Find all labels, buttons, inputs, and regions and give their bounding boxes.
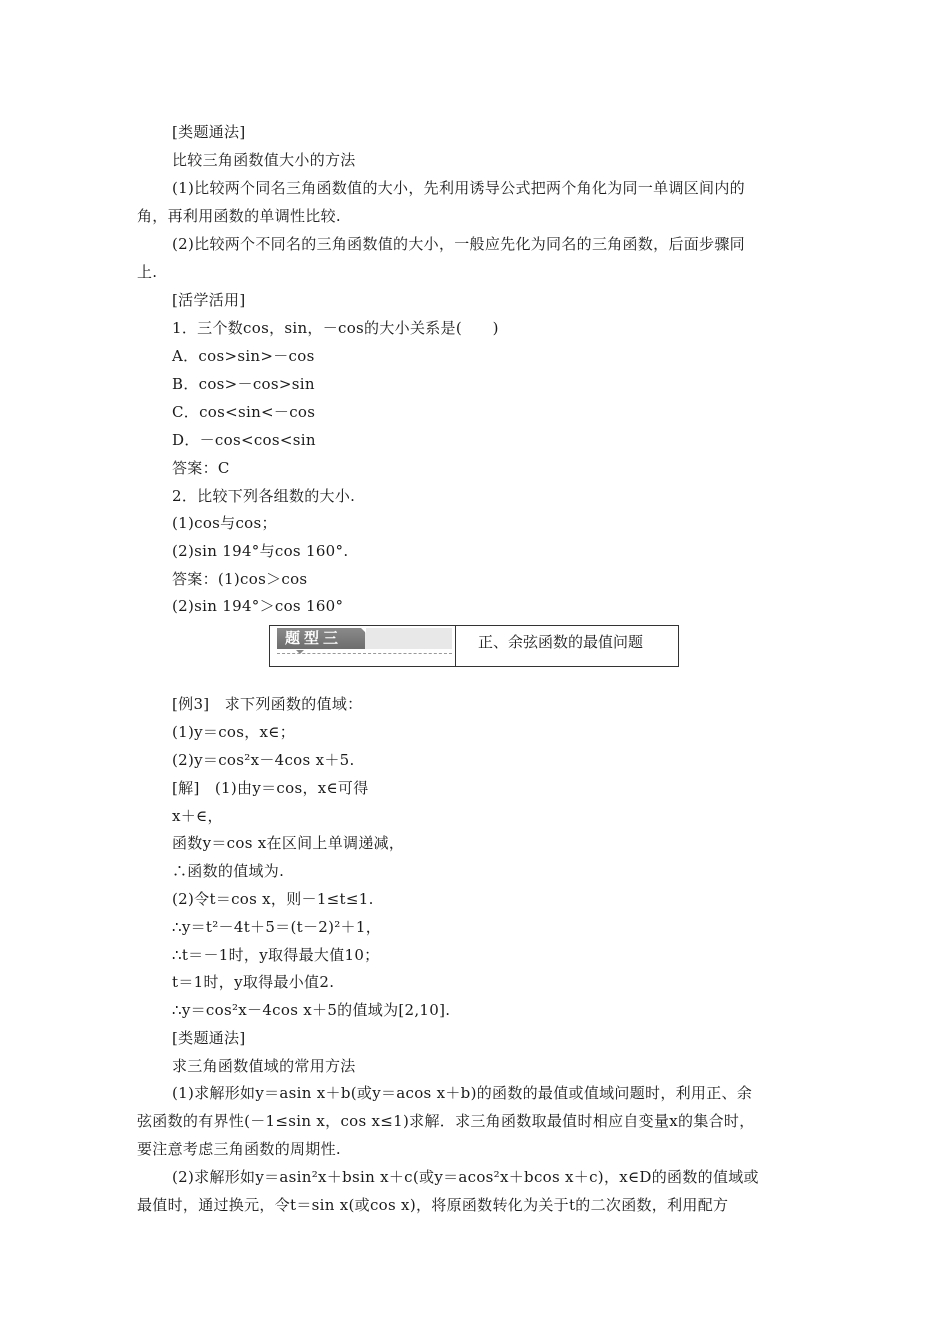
answer-1: 答案：C: [172, 459, 230, 477]
question-1: 1．三个数cos，sin，－cos的大小关系是( ): [172, 319, 499, 337]
question-2: 2．比较下列各组数的大小.: [172, 487, 356, 505]
solution-line: ∴t＝－1时，y取得最大值10；: [172, 946, 380, 964]
solution-line: ∴函数的值域为.: [172, 862, 285, 880]
banner-tag-label: 题型三: [277, 628, 365, 649]
solution-line: t＝1时，y取得最小值2.: [172, 973, 335, 991]
option-b: B．cos>－cos>sin: [172, 375, 315, 393]
paragraph-line: (1)比较两个同名三角函数值的大小，先利用诱导公式把两个角化为同一单调区间内的: [172, 179, 745, 197]
paragraph-line: (2)比较两个不同名的三角函数值的大小，一般应先化为同名的三角函数，后面步骤同: [172, 235, 745, 253]
solution-line: ∴y＝cos²x－4cos x＋5的值域为[2,10].: [172, 1001, 451, 1019]
banner-divider: [455, 626, 456, 666]
paragraph-line: 上.: [137, 263, 158, 281]
solution-line: (2)令t＝cos x，则－1≤t≤1.: [172, 890, 374, 908]
banner-title: 正、余弦函数的最值问题: [478, 633, 644, 651]
example-part-2: (2)y＝cos²x－4cos x＋5.: [172, 751, 355, 769]
example-heading: [例3] 求下列函数的值域：: [172, 695, 363, 713]
banner-tag-box: [277, 628, 452, 649]
question-2-part-2: (2)sin 194°与cos 160°.: [172, 542, 349, 560]
solution-line: x＋∈，: [172, 807, 223, 825]
paragraph-line: 最值时，通过换元，令t＝sin x(或cos x)，将原函数转化为关于t的二次函数，利用配方: [137, 1196, 729, 1214]
banner-corner-decoration: [361, 628, 366, 633]
option-a: A．cos>sin>－cos: [172, 347, 315, 365]
answer-2-part-1: 答案：(1)cos＞cos: [172, 570, 308, 588]
paragraph-line: 角，再利用函数的单调性比较.: [137, 207, 341, 225]
option-c: C．cos<sin<－cos: [172, 403, 316, 421]
section-heading: [类题通法]: [172, 123, 246, 141]
paragraph-line: 要注意考虑三角函数的周期性.: [137, 1140, 341, 1158]
paragraph-line: (2)求解形如y＝asin²x＋bsin x＋c(或y＝acos²x＋bcos x＋c)，x∈D的函数的值域或: [172, 1168, 759, 1186]
paragraph-line: 弦函数的有界性(－1≤sin x，cos x≤1)求解．求三角函数取最值时相应自变量x的集合时，: [137, 1112, 755, 1130]
question-2-part-1: (1)cos与cos；: [172, 514, 277, 532]
option-d: D．－cos<cos<sin: [172, 431, 316, 449]
example-part-1: (1)y＝cos，x∈；: [172, 723, 296, 741]
answer-2-part-2: (2)sin 194°＞cos 160°: [172, 597, 344, 615]
method-title: 求三角函数值域的常用方法: [172, 1057, 356, 1075]
solution-line: 函数y＝cos x在区间上单调递减，: [172, 834, 405, 852]
banner-notch-icon: [296, 650, 304, 654]
solution-line: ∴y＝t²－4t＋5＝(t－2)²＋1，: [172, 918, 382, 936]
topic-banner: [269, 625, 679, 667]
section-heading: [类题通法]: [172, 1029, 246, 1047]
section-heading: [活学活用]: [172, 291, 246, 309]
paragraph-line: (1)求解形如y＝asin x＋b(或y＝acos x＋b)的函数的最值或值域问题时，利用正、余: [172, 1084, 753, 1102]
solution-line: [解] (1)由y＝cos，x∈可得: [172, 779, 369, 797]
method-title: 比较三角函数值大小的方法: [172, 151, 356, 169]
